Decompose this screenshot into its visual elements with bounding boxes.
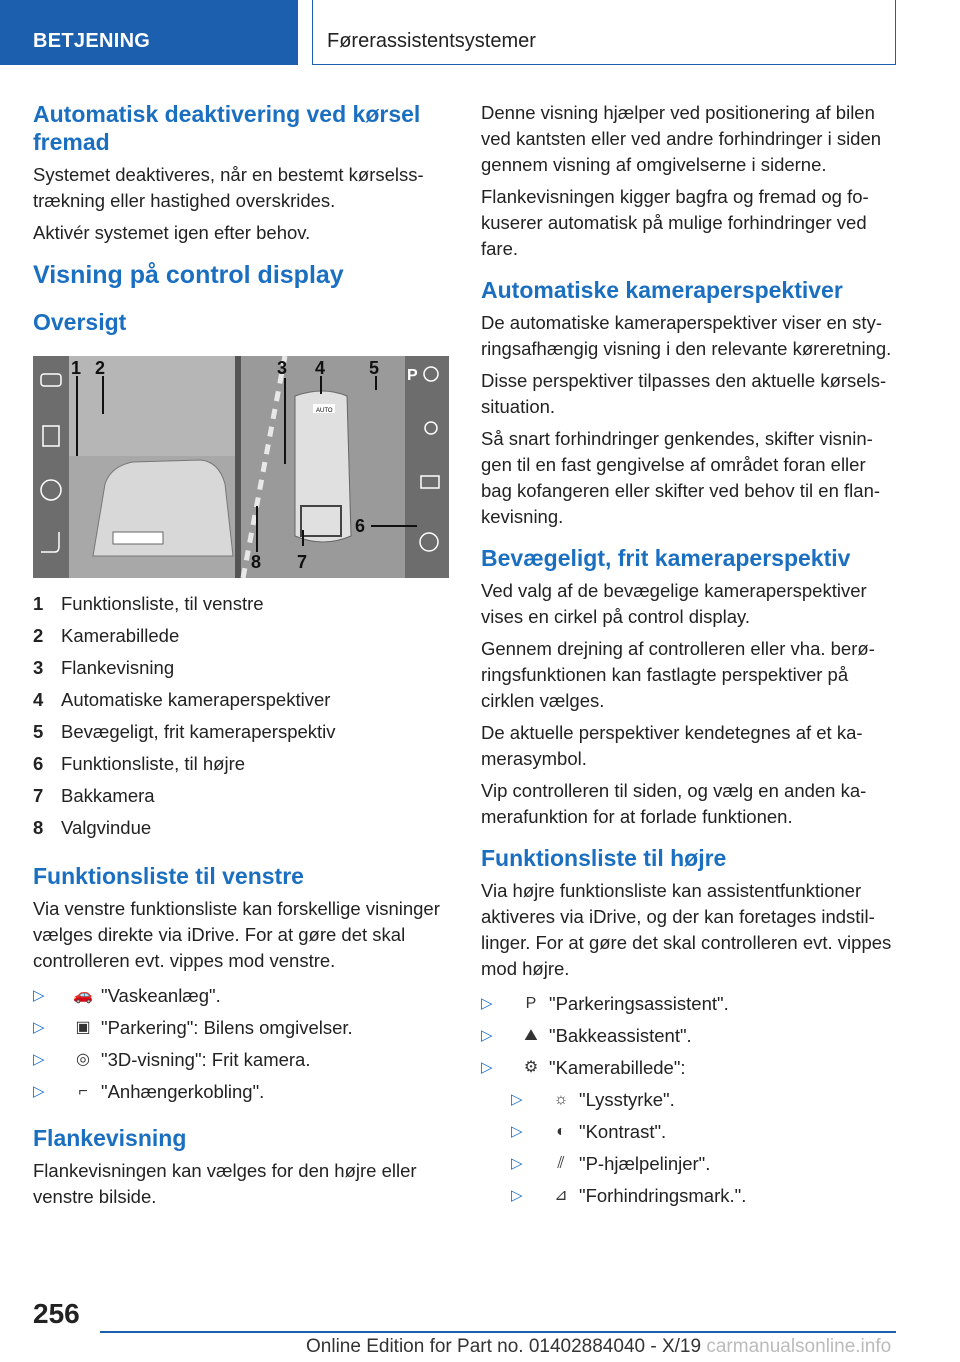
section-tab — [0, 0, 298, 65]
bullet-triangle-icon: ▷ — [481, 995, 493, 1012]
camera-setting-bullets — [481, 1084, 897, 1212]
heading-auto-deactivation: Automatisk deaktivering ved kørsel fremad — [33, 101, 421, 155]
list-item: ▷ ⛰ "Bakkeassistent". — [481, 1020, 897, 1052]
bullet-triangle-icon: ▷ — [481, 1059, 493, 1076]
callout-1: 1 — [71, 358, 82, 378]
brightness-icon: ☼ — [553, 1091, 569, 1108]
heading-right-function-list: Funktionsliste til højre — [481, 845, 727, 871]
bullet-triangle-icon: ▷ — [511, 1187, 523, 1204]
paragraph: Via højre funktionsliste kan assistentfunktioner aktiveres via iDrive, og der kan foretages indstillinger. For at gøre det skal controlleren evt. vippes mod højre. — [481, 880, 892, 979]
figure-legend — [33, 588, 449, 844]
callout-3: 3 — [277, 358, 288, 378]
paragraph: Vip controlleren til siden, og vælg en anden kamerafunktion for at forlade funktionen. — [481, 780, 867, 827]
callout-8: 8 — [251, 552, 262, 572]
legend-item: 8 Valgvindue — [33, 817, 152, 838]
paragraph: Gennem drejning af controlleren eller vha. berøringsfunktionen kan fastlagte perspektiver på cirklen vælges. — [481, 638, 875, 711]
paragraph: Denne visning hjælper ved positionering af bilen ved kantsten eller ved andre forhindringer i siden gennem visning af omgivelserne i siderne. — [481, 102, 882, 175]
left-function-bullets — [33, 980, 449, 1108]
bullet-triangle-icon: ▷ — [33, 1083, 45, 1100]
heading-side-view: Flankevisning — [33, 1125, 187, 1151]
bullet-triangle-icon: ▷ — [511, 1091, 523, 1108]
parking-view-icon: ▣ — [75, 1019, 91, 1036]
heading-left-function-list: Funktionsliste til venstre — [33, 863, 304, 889]
footer-rule — [100, 1331, 896, 1333]
hill-assistant-icon: ⛰ — [524, 1027, 538, 1044]
paragraph: Disse perspektiver tilpasses den aktuelle kørselssituation. — [481, 370, 887, 417]
right-function-bullets — [481, 988, 897, 1084]
right-column — [481, 100, 897, 1228]
list-item: ▷ ▣ "Parkering": Bilens omgivelser. — [33, 1012, 449, 1044]
bullet-triangle-icon: ▷ — [511, 1155, 523, 1172]
chapter-tab — [312, 0, 896, 65]
paragraph: De automatiske kameraperspektiver viser en styringsafhængig visning i den relevante køreretning. — [481, 312, 892, 359]
heading-free-perspective: Bevægeligt, frit kameraperspektiv — [481, 545, 851, 571]
heading-overview: Oversigt — [33, 309, 127, 335]
parking-lines-icon: ⫽ — [557, 1155, 565, 1172]
section-title: BETJENING — [33, 30, 151, 52]
bullet-triangle-icon: ▷ — [33, 1051, 45, 1068]
legend-item: 3 Flankevisning — [33, 657, 175, 678]
obstacle-marking-icon: ⊿ — [554, 1187, 568, 1204]
list-item: ▷ P "Parkeringsassistent". — [481, 988, 897, 1020]
list-item: ▷ ◎ "3D-visning": Frit kamera. — [33, 1044, 449, 1076]
paragraph: Så snart forhindringer genkendes, skifter visningen til en fast gengivelse af området foran eller bag kofangeren eller skifter ved behov til en flankevisning. — [481, 428, 881, 527]
paragraph: De aktuelle perspektiver kendetegnes af et kamerasymbol. — [481, 722, 863, 769]
callout-4: 4 — [315, 358, 326, 378]
list-item: ▷ ⌐ "Anhængerkobling". — [33, 1076, 449, 1108]
callout-6: 6 — [355, 516, 366, 536]
paragraph: Flankevisningen kan vælges for den højre eller venstre bilside. — [33, 1160, 417, 1207]
display-illustration — [33, 356, 449, 578]
legend-item: 6 Funktionsliste, til højre — [33, 753, 246, 774]
bullet-triangle-icon: ▷ — [511, 1123, 523, 1140]
paragraph: Flankevisningen kigger bagfra og fremad og fokuserer automatisk på mulige forhindringer ved fare. — [481, 186, 869, 259]
heading-control-display: Visning på control display — [33, 261, 344, 289]
left-column — [33, 100, 449, 1216]
camera-settings-icon: ⚙ — [523, 1059, 539, 1076]
heading-auto-perspectives: Automatiske kameraperspektiver — [481, 277, 843, 303]
list-item: ▷ ⚙ "Kamerabillede": — [481, 1052, 897, 1084]
callout-5: 5 — [369, 358, 380, 378]
list-item: ▷ 🚗 "Vaskeanlæg". — [33, 980, 449, 1012]
list-item: ▷ ⊿ "Forhindringsmark.". — [481, 1180, 897, 1212]
callout-2: 2 — [95, 358, 106, 378]
footer-edition: Online Edition for Part no. 01402884040 - X/19 carmanualsonline.info — [306, 1336, 892, 1357]
paragraph: Ved valg af de bevægelige kameraperspektiver vises en cirkel på control display. — [481, 580, 867, 627]
watermark: carmanualsonline.info — [706, 1336, 892, 1357]
legend-item: 2 Kamerabillede — [33, 625, 180, 646]
contrast-icon: ◐ — [556, 1123, 566, 1140]
trailer-hitch-icon: ⌐ — [78, 1083, 88, 1100]
legend-item: 7 Bakkamera — [33, 785, 155, 806]
list-item: ▷ ◐ "Kontrast". — [481, 1116, 897, 1148]
bullet-triangle-icon: ▷ — [481, 1027, 493, 1044]
3d-view-icon: ◎ — [76, 1051, 90, 1068]
chapter-title: Førerassistentsystemer — [327, 30, 536, 52]
car-wash-icon: 🚗 — [73, 987, 93, 1004]
parking-p-label: P — [407, 367, 418, 384]
page-number: 256 — [33, 1298, 80, 1329]
paragraph: Systemet deaktiveres, når en bestemt kørselsstrækning eller hastighed overskrides. — [33, 164, 424, 211]
legend-item: 5 Bevægeligt, frit kameraperspektiv — [33, 721, 336, 742]
paragraph: Aktivér systemet igen efter behov. — [33, 222, 311, 243]
legend-item: 4 Automatiske kameraperspektiver — [33, 689, 331, 710]
paragraph: Via venstre funktionsliste kan forskellige visninger vælges direkte via iDrive. For at gøre det skal controlleren evt. vippes mod venstre. — [33, 898, 440, 971]
auto-badge: AUTO — [316, 408, 333, 414]
list-item: ▷ ☼ "Lysstyrke". — [481, 1084, 897, 1116]
parking-assistant-icon: P — [525, 995, 537, 1012]
bullet-triangle-icon: ▷ — [33, 1019, 45, 1036]
legend-item: 1 Funktionsliste, til venstre — [33, 593, 264, 614]
list-item: ▷ ⫽ "P-hjælpelinjer". — [481, 1148, 897, 1180]
camera-display-figure — [33, 356, 449, 578]
bullet-triangle-icon: ▷ — [33, 987, 45, 1004]
callout-7: 7 — [297, 552, 308, 572]
